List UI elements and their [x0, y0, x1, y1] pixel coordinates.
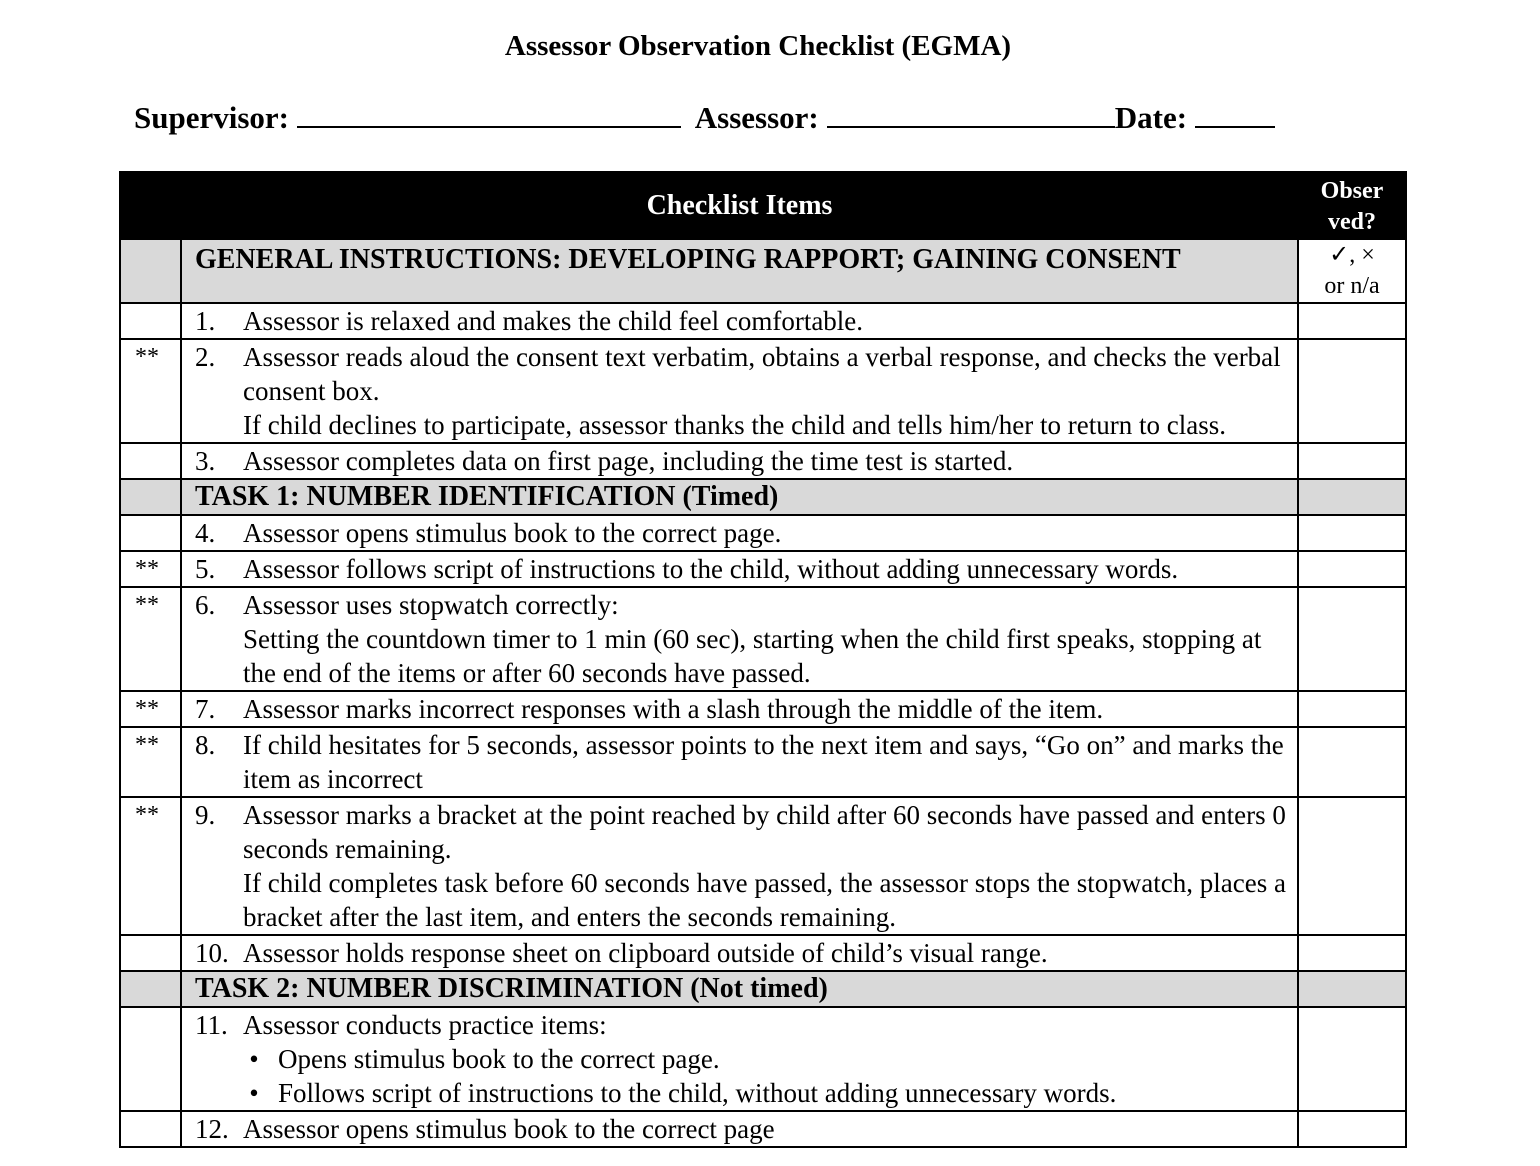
observed-cell[interactable]	[1298, 443, 1406, 479]
item-cell	[181, 587, 1298, 691]
supervisor-label: Supervisor:	[134, 100, 289, 135]
item-number: 5.	[195, 554, 216, 584]
section-row-task2	[120, 971, 1406, 1007]
item-number: 12.	[195, 1114, 229, 1144]
item-number: 6.	[195, 590, 216, 620]
observed-cell[interactable]	[1298, 339, 1406, 443]
item-cell	[181, 797, 1298, 935]
item-text: Assessor opens stimulus book to the correct page.	[243, 518, 782, 548]
observed-cell[interactable]	[1298, 797, 1406, 935]
section-row-task1	[120, 479, 1406, 515]
section-blank-cell	[1298, 971, 1406, 1007]
observed-cell[interactable]	[1298, 587, 1406, 691]
item-text: Assessor holds response sheet on clipboard outside of child’s visual range.	[243, 938, 1048, 968]
observed-cell[interactable]	[1298, 1111, 1406, 1147]
critical-marker: **	[120, 339, 181, 443]
item-cell	[181, 303, 1298, 339]
observed-cell[interactable]	[1298, 691, 1406, 727]
table-row	[120, 587, 1406, 691]
critical-marker: **	[120, 727, 181, 797]
item-text: Assessor reads aloud the consent text verbatim, obtains a verbal response, and checks the verbal consent box.	[243, 342, 1281, 406]
observed-cell[interactable]	[1298, 551, 1406, 587]
legend-marks: ✓, ×	[1329, 242, 1375, 268]
header-blank-cell	[120, 172, 181, 239]
observed-cell[interactable]	[1298, 1007, 1406, 1111]
item-number: 4.	[195, 518, 216, 548]
bullet-item	[182, 1042, 1297, 1076]
supervisor-field[interactable]	[297, 98, 681, 128]
critical-marker: **	[120, 797, 181, 935]
header-fields	[134, 98, 1275, 136]
item-cell	[181, 935, 1298, 971]
legend-na: or n/a	[1324, 273, 1380, 299]
table-row	[120, 1007, 1406, 1111]
observed-cell[interactable]	[1298, 935, 1406, 971]
item-text: Assessor is relaxed and makes the child feel comfortable.	[243, 306, 864, 336]
item-number: 11.	[195, 1010, 228, 1040]
section-title-general: GENERAL INSTRUCTIONS: DEVELOPING RAPPORT; GAINING CONSENT	[181, 239, 1298, 303]
table-row	[120, 551, 1406, 587]
table-row	[120, 339, 1406, 443]
header-observed	[1298, 172, 1406, 239]
item-cell	[181, 339, 1298, 443]
bullet-icon: •	[249, 1044, 259, 1074]
table-row	[120, 303, 1406, 339]
item-cell	[181, 1007, 1298, 1111]
item-number: 3.	[195, 446, 216, 476]
item-text: Assessor uses stopwatch correctly:	[243, 590, 619, 620]
item-extra-text: If child completes task before 60 seconds have passed, the assessor stops the stopwatch, places a bracket after the last item, and enters the seconds remaining.	[243, 868, 1286, 932]
table-row	[120, 797, 1406, 935]
checklist-table	[119, 171, 1407, 1148]
item-text: Assessor conducts practice items:	[243, 1010, 607, 1040]
header-observed-line2: ved?	[1328, 209, 1376, 235]
item-extra-text: If child declines to participate, assessor thanks the child and tells him/her to return to class.	[243, 410, 1226, 440]
table-row	[120, 727, 1406, 797]
table-row	[120, 691, 1406, 727]
critical-marker-cell	[120, 1111, 181, 1147]
header-observed-line1: Obser	[1320, 178, 1384, 204]
section-blank-cell	[120, 239, 181, 303]
item-extra-text: Setting the countdown timer to 1 min (60 sec), starting when the child first speaks, stopping at the end of the items or after 60 seconds have passed.	[243, 624, 1262, 688]
section-row-general	[120, 239, 1406, 303]
item-cell	[181, 551, 1298, 587]
item-text: Assessor completes data on first page, including the time test is started.	[243, 446, 1014, 476]
table-row	[120, 443, 1406, 479]
item-number: 8.	[195, 730, 216, 760]
observed-cell[interactable]	[1298, 515, 1406, 551]
item-number: 10.	[195, 938, 229, 968]
item-cell	[181, 727, 1298, 797]
bullet-icon: •	[249, 1078, 259, 1108]
table-row	[120, 935, 1406, 971]
bullet-item	[182, 1076, 1297, 1110]
item-cell	[181, 1111, 1298, 1147]
item-cell	[181, 443, 1298, 479]
section-title-task2: TASK 2: NUMBER DISCRIMINATION (Not timed)	[181, 971, 1298, 1007]
date-field[interactable]	[1195, 98, 1275, 128]
item-number: 2.	[195, 342, 216, 372]
table-header-row	[120, 172, 1406, 239]
item-cell	[181, 691, 1298, 727]
item-text: Assessor follows script of instructions to the child, without adding unnecessary words.	[243, 554, 1179, 584]
date-label: Date:	[1114, 100, 1188, 135]
section-blank-cell	[120, 971, 181, 1007]
critical-marker-cell	[120, 443, 181, 479]
item-text: Assessor marks incorrect responses with a slash through the middle of the item.	[243, 694, 1104, 724]
critical-marker-cell	[120, 935, 181, 971]
observed-legend	[1298, 239, 1406, 303]
critical-marker-cell	[120, 1007, 181, 1111]
critical-marker: **	[120, 587, 181, 691]
item-text: Assessor marks a bracket at the point reached by child after 60 seconds have passed and enters 0 seconds remaining.	[243, 800, 1286, 864]
bullet-text: Follows script of instructions to the child, without adding unnecessary words.	[278, 1078, 1117, 1108]
section-blank-cell	[120, 479, 181, 515]
section-blank-cell	[1298, 479, 1406, 515]
table-row	[120, 1111, 1406, 1147]
item-number: 7.	[195, 694, 216, 724]
table-row	[120, 515, 1406, 551]
item-text: Assessor opens stimulus book to the correct page	[243, 1114, 775, 1144]
critical-marker: **	[120, 691, 181, 727]
item-number: 9.	[195, 800, 216, 830]
critical-marker: **	[120, 551, 181, 587]
header-checklist-items: Checklist Items	[181, 172, 1298, 239]
critical-marker-cell	[120, 515, 181, 551]
bullet-text: Opens stimulus book to the correct page.	[278, 1044, 720, 1074]
assessor-field[interactable]	[827, 98, 1115, 128]
critical-marker-cell	[120, 303, 181, 339]
item-number: 1.	[195, 306, 216, 336]
assessor-label: Assessor:	[694, 100, 819, 135]
observed-cell[interactable]	[1298, 303, 1406, 339]
document-title: Assessor Observation Checklist (EGMA)	[504, 30, 1012, 62]
item-cell	[181, 515, 1298, 551]
observed-cell[interactable]	[1298, 727, 1406, 797]
section-title-task1: TASK 1: NUMBER IDENTIFICATION (Timed)	[181, 479, 1298, 515]
item-text: If child hesitates for 5 seconds, assessor points to the next item and says, “Go on” and marks the item as incorrect	[243, 730, 1284, 794]
